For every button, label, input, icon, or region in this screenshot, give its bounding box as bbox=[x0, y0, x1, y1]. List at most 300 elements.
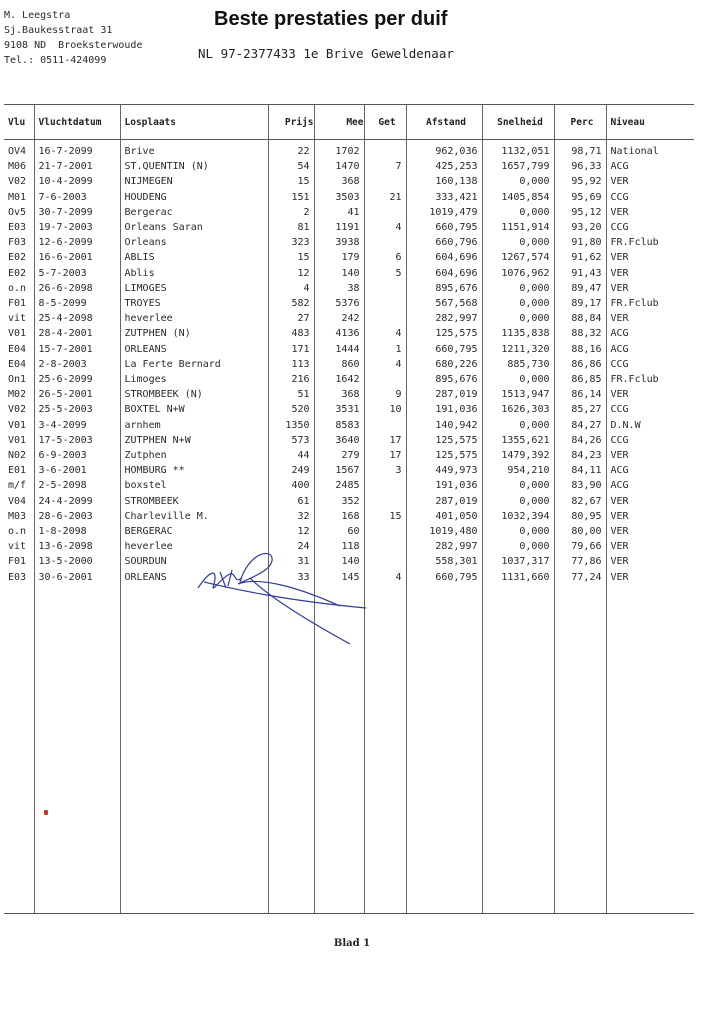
cell-perc: 83,90 bbox=[554, 478, 606, 493]
results-table bbox=[4, 104, 694, 914]
cell-afstand: 449,973 bbox=[406, 463, 482, 478]
cell-niveau: CCG bbox=[606, 220, 694, 235]
cell-prijs: 520 bbox=[268, 402, 314, 417]
table-row bbox=[4, 311, 694, 326]
cell-get: 4 bbox=[364, 570, 406, 585]
cell-get: 3 bbox=[364, 463, 406, 478]
cell-snelheid: 885,730 bbox=[482, 357, 554, 372]
cell-date: 6-9-2003 bbox=[34, 448, 120, 463]
cell-losplaats: ZUTPHEN N+W bbox=[120, 433, 268, 448]
cell-perc: 86,14 bbox=[554, 387, 606, 402]
cell-losplaats: ABLIS bbox=[120, 250, 268, 265]
cell-losplaats: TROYES bbox=[120, 296, 268, 311]
pigeon-subtitle: NL 97-2377433 1e Brive Geweldenaar bbox=[198, 46, 454, 61]
owner-phone: Tel.: 0511-424099 bbox=[4, 55, 107, 66]
cell-vlu: OV4 bbox=[8, 146, 27, 157]
cell-snelheid: 1132,051 bbox=[482, 140, 554, 160]
cell-mee: 860 bbox=[314, 357, 364, 372]
cell-perc: 91,62 bbox=[554, 250, 606, 265]
cell-get bbox=[364, 372, 406, 387]
cell-get: 7 bbox=[364, 159, 406, 174]
cell-prijs: 15 bbox=[268, 250, 314, 265]
cell-vlu: M02 bbox=[8, 389, 27, 401]
table-row bbox=[4, 140, 694, 160]
cell-snelheid: 1131,660 bbox=[482, 570, 554, 585]
cell-get bbox=[364, 235, 406, 250]
cell-get bbox=[364, 539, 406, 554]
cell-mee: 279 bbox=[314, 448, 364, 463]
cell-get: 9 bbox=[364, 387, 406, 402]
column-header: Vluchtdatum bbox=[34, 105, 120, 140]
cell-prijs: 27 bbox=[268, 311, 314, 326]
column-header: Prijs bbox=[268, 105, 314, 140]
cell-prijs: 61 bbox=[268, 494, 314, 509]
cell-mee: 3938 bbox=[314, 235, 364, 250]
cell-get bbox=[364, 281, 406, 296]
cell-perc: 77,86 bbox=[554, 554, 606, 569]
cell-date: 28-4-2001 bbox=[34, 326, 120, 341]
cell-mee: 60 bbox=[314, 524, 364, 539]
cell-vlu: vit bbox=[8, 313, 27, 325]
table-row bbox=[4, 220, 694, 235]
cell-perc: 91,80 bbox=[554, 235, 606, 250]
table-row bbox=[4, 357, 694, 372]
cell-prijs: 44 bbox=[268, 448, 314, 463]
cell-vlu: V01 bbox=[8, 328, 27, 340]
cell-afstand: 1019,479 bbox=[406, 205, 482, 220]
cell-mee: 352 bbox=[314, 494, 364, 509]
cell-get bbox=[364, 478, 406, 493]
cell-snelheid: 1405,854 bbox=[482, 190, 554, 205]
cell-vlu: F01 bbox=[8, 556, 27, 568]
cell-perc: 88,84 bbox=[554, 311, 606, 326]
cell-snelheid: 1032,394 bbox=[482, 509, 554, 524]
cell-date: 13-5-2000 bbox=[34, 554, 120, 569]
cell-afstand: 660,795 bbox=[406, 342, 482, 357]
cell-get: 17 bbox=[364, 433, 406, 448]
cell-vlu: V02 bbox=[8, 404, 27, 416]
column-header: Snelheid bbox=[482, 105, 554, 140]
cell-date: 12-6-2099 bbox=[34, 235, 120, 250]
cell-mee: 140 bbox=[314, 554, 364, 569]
cell-niveau: VER bbox=[606, 524, 694, 539]
cell-get: 4 bbox=[364, 220, 406, 235]
cell-mee: 179 bbox=[314, 250, 364, 265]
cell-vlu: m/f bbox=[8, 480, 27, 492]
cell-prijs: 216 bbox=[268, 372, 314, 387]
cell-vlu: M06 bbox=[8, 161, 27, 173]
cell-snelheid: 1135,838 bbox=[482, 326, 554, 341]
cell-losplaats: boxstel bbox=[120, 478, 268, 493]
owner-street: Sj.Baukesstraat 31 bbox=[4, 25, 113, 36]
cell-niveau: ACG bbox=[606, 463, 694, 478]
column-header: Afstand bbox=[406, 105, 482, 140]
table-row bbox=[4, 250, 694, 265]
cell-afstand: 962,036 bbox=[406, 140, 482, 160]
table-row bbox=[4, 478, 694, 493]
cell-losplaats: LIMOGES bbox=[120, 281, 268, 296]
cell-get bbox=[364, 554, 406, 569]
cell-get bbox=[364, 205, 406, 220]
cell-get bbox=[364, 140, 406, 160]
cell-perc: 96,33 bbox=[554, 159, 606, 174]
cell-mee: 38 bbox=[314, 281, 364, 296]
cell-losplaats: Ablis bbox=[120, 266, 268, 281]
cell-niveau: VER bbox=[606, 494, 694, 509]
cell-perc: 84,23 bbox=[554, 448, 606, 463]
column-header: Vlu bbox=[4, 105, 34, 140]
cell-mee: 1642 bbox=[314, 372, 364, 387]
cell-losplaats: HOMBURG ** bbox=[120, 463, 268, 478]
cell-get bbox=[364, 494, 406, 509]
cell-afstand: 425,253 bbox=[406, 159, 482, 174]
cell-snelheid: 0,000 bbox=[482, 539, 554, 554]
cell-niveau: VER bbox=[606, 554, 694, 569]
cell-vlu: E01 bbox=[8, 465, 27, 477]
cell-afstand: 140,942 bbox=[406, 418, 482, 433]
cell-snelheid: 1355,621 bbox=[482, 433, 554, 448]
cell-vlu: V01 bbox=[8, 434, 27, 446]
cell-date: 26-6-2098 bbox=[34, 281, 120, 296]
cell-losplaats: Limoges bbox=[120, 372, 268, 387]
cell-prijs: 51 bbox=[268, 387, 314, 402]
cell-niveau: VER bbox=[606, 174, 694, 189]
cell-mee: 368 bbox=[314, 387, 364, 402]
cell-snelheid: 0,000 bbox=[482, 235, 554, 250]
cell-niveau: VER bbox=[606, 448, 694, 463]
cell-date: 5-7-2003 bbox=[34, 266, 120, 281]
cell-prijs: 249 bbox=[268, 463, 314, 478]
cell-snelheid: 0,000 bbox=[482, 311, 554, 326]
cell-vlu: E02 bbox=[8, 267, 27, 279]
cell-niveau: ACG bbox=[606, 159, 694, 174]
cell-mee: 2485 bbox=[314, 478, 364, 493]
table-row bbox=[4, 448, 694, 463]
table-row bbox=[4, 205, 694, 220]
cell-afstand: 660,795 bbox=[406, 570, 482, 585]
table-row bbox=[4, 174, 694, 189]
cell-vlu: M01 bbox=[8, 191, 27, 203]
cell-niveau: VER bbox=[606, 311, 694, 326]
table-row bbox=[4, 235, 694, 250]
column-header: Mee bbox=[314, 105, 364, 140]
cell-get: 17 bbox=[364, 448, 406, 463]
cell-snelheid: 1626,303 bbox=[482, 402, 554, 417]
cell-prijs: 1350 bbox=[268, 418, 314, 433]
cell-date: 24-4-2099 bbox=[34, 494, 120, 509]
cell-niveau: VER bbox=[606, 205, 694, 220]
cell-get bbox=[364, 174, 406, 189]
table-row bbox=[4, 296, 694, 311]
cell-get: 10 bbox=[364, 402, 406, 417]
cell-afstand: 191,036 bbox=[406, 478, 482, 493]
cell-niveau: VER bbox=[606, 539, 694, 554]
cell-losplaats: STROMBEEK bbox=[120, 494, 268, 509]
cell-date: 8-5-2099 bbox=[34, 296, 120, 311]
table-row bbox=[4, 509, 694, 524]
cell-vlu: E04 bbox=[8, 343, 27, 355]
cell-snelheid: 0,000 bbox=[482, 418, 554, 433]
cell-niveau: FR.Fclub bbox=[606, 372, 694, 387]
cell-prijs: 33 bbox=[268, 570, 314, 585]
red-ink-mark bbox=[44, 810, 48, 815]
cell-afstand: 333,421 bbox=[406, 190, 482, 205]
cell-mee: 368 bbox=[314, 174, 364, 189]
cell-niveau: D.N.W bbox=[606, 418, 694, 433]
table-row bbox=[4, 402, 694, 417]
cell-get: 1 bbox=[364, 342, 406, 357]
cell-get bbox=[364, 311, 406, 326]
cell-date: 3-6-2001 bbox=[34, 463, 120, 478]
cell-niveau: VER bbox=[606, 509, 694, 524]
cell-vlu: E02 bbox=[8, 252, 27, 264]
cell-losplaats: SOURDUN bbox=[120, 554, 268, 569]
cell-vlu: F01 bbox=[8, 298, 27, 310]
cell-mee: 8583 bbox=[314, 418, 364, 433]
cell-prijs: 573 bbox=[268, 433, 314, 448]
cell-afstand: 282,997 bbox=[406, 311, 482, 326]
cell-mee: 1444 bbox=[314, 342, 364, 357]
cell-afstand: 567,568 bbox=[406, 296, 482, 311]
cell-date: 19-7-2003 bbox=[34, 220, 120, 235]
cell-afstand: 558,301 bbox=[406, 554, 482, 569]
column-header: Niveau bbox=[606, 105, 694, 140]
cell-afstand: 401,050 bbox=[406, 509, 482, 524]
table-row bbox=[4, 342, 694, 357]
cell-perc: 95,69 bbox=[554, 190, 606, 205]
table-row bbox=[4, 266, 694, 281]
cell-snelheid: 1513,947 bbox=[482, 387, 554, 402]
cell-losplaats: ST.QUENTIN (N) bbox=[120, 159, 268, 174]
cell-prijs: 4 bbox=[268, 281, 314, 296]
cell-prijs: 582 bbox=[268, 296, 314, 311]
cell-mee: 41 bbox=[314, 205, 364, 220]
cell-snelheid: 1076,962 bbox=[482, 266, 554, 281]
cell-vlu: E03 bbox=[8, 571, 27, 583]
cell-snelheid: 0,000 bbox=[482, 372, 554, 387]
cell-snelheid: 1267,574 bbox=[482, 250, 554, 265]
cell-mee: 1191 bbox=[314, 220, 364, 235]
cell-vlu: On1 bbox=[8, 374, 27, 386]
cell-perc: 84,26 bbox=[554, 433, 606, 448]
cell-mee: 1567 bbox=[314, 463, 364, 478]
column-header: Losplaats bbox=[120, 105, 268, 140]
cell-get bbox=[364, 418, 406, 433]
cell-snelheid: 954,210 bbox=[482, 463, 554, 478]
cell-prijs: 12 bbox=[268, 266, 314, 281]
cell-date: 7-6-2003 bbox=[34, 190, 120, 205]
cell-perc: 89,47 bbox=[554, 281, 606, 296]
cell-mee: 3531 bbox=[314, 402, 364, 417]
table-row bbox=[4, 463, 694, 478]
cell-get: 5 bbox=[364, 266, 406, 281]
cell-vlu: o.n bbox=[8, 526, 27, 538]
owner-address bbox=[4, 8, 142, 68]
cell-get: 4 bbox=[364, 357, 406, 372]
cell-perc: 91,43 bbox=[554, 266, 606, 281]
cell-date: 1-8-2098 bbox=[34, 524, 120, 539]
table-row bbox=[4, 494, 694, 509]
cell-perc: 85,27 bbox=[554, 402, 606, 417]
table-row bbox=[4, 159, 694, 174]
column-header: Perc bbox=[554, 105, 606, 140]
cell-prijs: 171 bbox=[268, 342, 314, 357]
cell-get bbox=[364, 296, 406, 311]
cell-date: 10-4-2099 bbox=[34, 174, 120, 189]
cell-losplaats: BOXTEL N+W bbox=[120, 402, 268, 417]
cell-date: 17-5-2003 bbox=[34, 433, 120, 448]
table-row bbox=[4, 418, 694, 433]
cell-losplaats: heverlee bbox=[120, 311, 268, 326]
cell-losplaats: heverlee bbox=[120, 539, 268, 554]
cell-vlu: E03 bbox=[8, 222, 27, 234]
cell-afstand: 660,795 bbox=[406, 220, 482, 235]
table-row bbox=[4, 524, 694, 539]
cell-losplaats: arnhem bbox=[120, 418, 268, 433]
cell-niveau: CCG bbox=[606, 433, 694, 448]
cell-date: 25-6-2099 bbox=[34, 372, 120, 387]
cell-losplaats: Bergerac bbox=[120, 205, 268, 220]
cell-date: 2-8-2003 bbox=[34, 357, 120, 372]
cell-prijs: 15 bbox=[268, 174, 314, 189]
table-row bbox=[4, 190, 694, 205]
cell-losplaats: La Ferte Bernard bbox=[120, 357, 268, 372]
cell-snelheid: 0,000 bbox=[482, 494, 554, 509]
cell-get bbox=[364, 524, 406, 539]
cell-afstand: 191,036 bbox=[406, 402, 482, 417]
cell-perc: 98,71 bbox=[554, 140, 606, 160]
cell-snelheid: 0,000 bbox=[482, 174, 554, 189]
cell-mee: 140 bbox=[314, 266, 364, 281]
cell-losplaats: Brive bbox=[120, 140, 268, 160]
cell-afstand: 680,226 bbox=[406, 357, 482, 372]
cell-prijs: 323 bbox=[268, 235, 314, 250]
cell-losplaats: STROMBEEK (N) bbox=[120, 387, 268, 402]
cell-perc: 88,16 bbox=[554, 342, 606, 357]
cell-mee: 118 bbox=[314, 539, 364, 554]
cell-date: 15-7-2001 bbox=[34, 342, 120, 357]
table-row bbox=[4, 326, 694, 341]
cell-prijs: 24 bbox=[268, 539, 314, 554]
cell-afstand: 287,019 bbox=[406, 494, 482, 509]
cell-mee: 5376 bbox=[314, 296, 364, 311]
cell-date: 26-5-2001 bbox=[34, 387, 120, 402]
cell-niveau: FR.Fclub bbox=[606, 235, 694, 250]
cell-date: 21-7-2001 bbox=[34, 159, 120, 174]
cell-afstand: 604,696 bbox=[406, 266, 482, 281]
cell-get: 15 bbox=[364, 509, 406, 524]
cell-vlu: V04 bbox=[8, 495, 27, 507]
header-row bbox=[4, 105, 694, 140]
cell-afstand: 1019,480 bbox=[406, 524, 482, 539]
signature-scribble bbox=[190, 548, 370, 648]
cell-perc: 95,12 bbox=[554, 205, 606, 220]
cell-date: 16-7-2099 bbox=[34, 140, 120, 160]
cell-perc: 84,27 bbox=[554, 418, 606, 433]
cell-perc: 93,20 bbox=[554, 220, 606, 235]
cell-perc: 77,24 bbox=[554, 570, 606, 585]
cell-prijs: 483 bbox=[268, 326, 314, 341]
cell-niveau: VER bbox=[606, 266, 694, 281]
cell-niveau: CCG bbox=[606, 190, 694, 205]
cell-snelheid: 0,000 bbox=[482, 478, 554, 493]
cell-afstand: 125,575 bbox=[406, 433, 482, 448]
cell-prijs: 2 bbox=[268, 205, 314, 220]
table-row bbox=[4, 281, 694, 296]
cell-perc: 89,17 bbox=[554, 296, 606, 311]
cell-losplaats: HOUDENG bbox=[120, 190, 268, 205]
page-title: Beste prestaties per duif bbox=[214, 8, 448, 30]
cell-afstand: 287,019 bbox=[406, 387, 482, 402]
cell-losplaats: Zutphen bbox=[120, 448, 268, 463]
cell-date: 30-7-2099 bbox=[34, 205, 120, 220]
cell-vlu: o.n bbox=[8, 282, 27, 294]
cell-prijs: 81 bbox=[268, 220, 314, 235]
owner-name: M. Leegstra bbox=[4, 10, 71, 21]
cell-prijs: 54 bbox=[268, 159, 314, 174]
cell-mee: 168 bbox=[314, 509, 364, 524]
cell-afstand: 604,696 bbox=[406, 250, 482, 265]
cell-niveau: VER bbox=[606, 250, 694, 265]
cell-losplaats: ORLEANS bbox=[120, 570, 268, 585]
table-row bbox=[4, 387, 694, 402]
owner-city: 9108 ND Broeksterwoude bbox=[4, 40, 143, 51]
cell-niveau: ACG bbox=[606, 478, 694, 493]
cell-snelheid: 1037,317 bbox=[482, 554, 554, 569]
cell-vlu: F03 bbox=[8, 237, 27, 249]
cell-prijs: 22 bbox=[268, 140, 314, 160]
column-header: Get bbox=[364, 105, 406, 140]
cell-snelheid: 0,000 bbox=[482, 524, 554, 539]
cell-vlu: N02 bbox=[8, 450, 27, 462]
cell-mee: 4136 bbox=[314, 326, 364, 341]
cell-mee: 3640 bbox=[314, 433, 364, 448]
cell-date: 2-5-2098 bbox=[34, 478, 120, 493]
cell-prijs: 151 bbox=[268, 190, 314, 205]
cell-perc: 79,66 bbox=[554, 539, 606, 554]
cell-mee: 242 bbox=[314, 311, 364, 326]
page-footer: Blad 1 bbox=[333, 938, 371, 949]
cell-niveau: FR.Fclub bbox=[606, 296, 694, 311]
cell-get: 4 bbox=[364, 326, 406, 341]
cell-date: 16-6-2001 bbox=[34, 250, 120, 265]
cell-perc: 80,00 bbox=[554, 524, 606, 539]
cell-mee: 1470 bbox=[314, 159, 364, 174]
cell-vlu: V01 bbox=[8, 419, 27, 431]
cell-date: 3-4-2099 bbox=[34, 418, 120, 433]
cell-niveau: ACG bbox=[606, 342, 694, 357]
cell-perc: 86,85 bbox=[554, 372, 606, 387]
cell-snelheid: 0,000 bbox=[482, 296, 554, 311]
cell-niveau: National bbox=[606, 140, 694, 160]
cell-losplaats: ZUTPHEN (N) bbox=[120, 326, 268, 341]
cell-snelheid: 0,000 bbox=[482, 281, 554, 296]
cell-afstand: 895,676 bbox=[406, 372, 482, 387]
cell-vlu: M03 bbox=[8, 510, 27, 522]
cell-date: 28-6-2003 bbox=[34, 509, 120, 524]
table-row bbox=[4, 372, 694, 387]
cell-losplaats: NIJMEGEN bbox=[120, 174, 268, 189]
cell-vlu: E04 bbox=[8, 358, 27, 370]
cell-snelheid: 1657,799 bbox=[482, 159, 554, 174]
cell-losplaats: Orleans Saran bbox=[120, 220, 268, 235]
cell-afstand: 125,575 bbox=[406, 448, 482, 463]
cell-perc: 84,11 bbox=[554, 463, 606, 478]
cell-afstand: 895,676 bbox=[406, 281, 482, 296]
cell-niveau: VER bbox=[606, 281, 694, 296]
cell-vlu: V02 bbox=[8, 176, 27, 188]
cell-perc: 88,32 bbox=[554, 326, 606, 341]
